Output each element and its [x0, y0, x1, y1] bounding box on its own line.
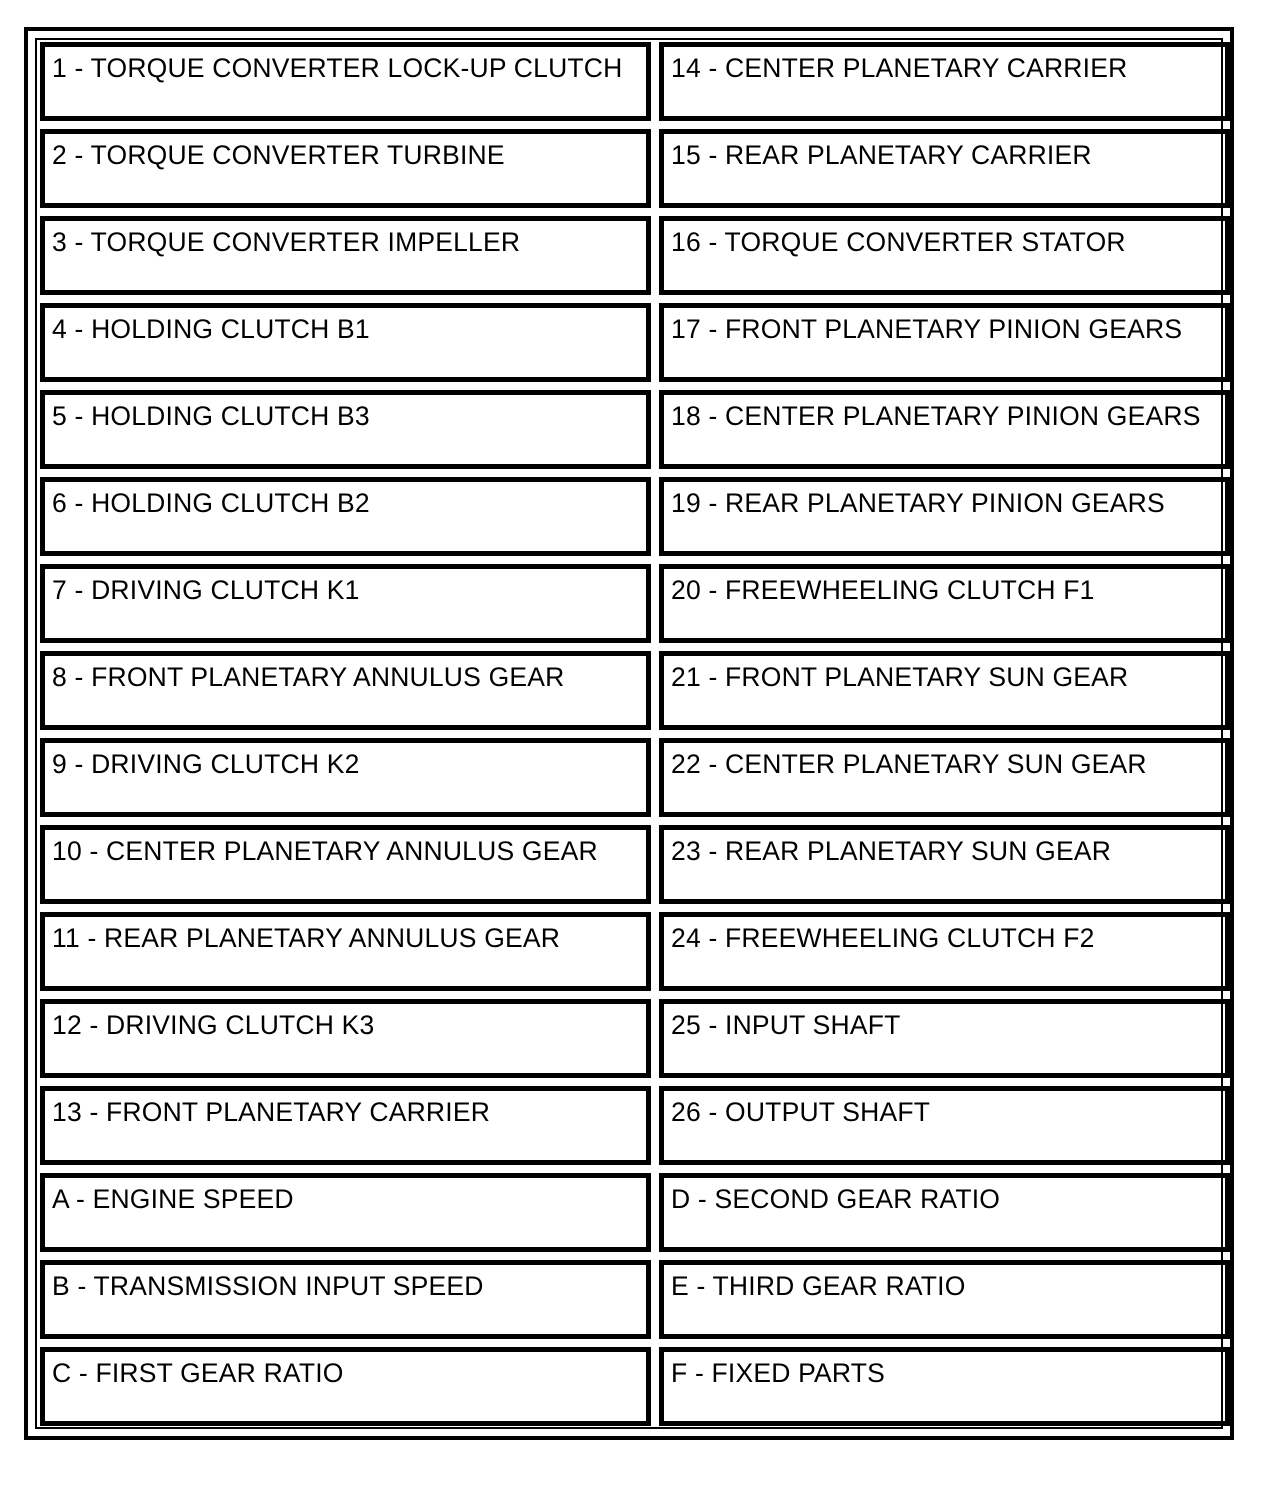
legend-entry-c: C - FIRST GEAR RATIO	[40, 1347, 651, 1426]
legend-entry-f: F - FIXED PARTS	[659, 1347, 1230, 1426]
legend-table	[24, 27, 1234, 1440]
legend-entry-3: 3 - TORQUE CONVERTER IMPELLER	[40, 216, 651, 295]
legend-entry-15: 15 - REAR PLANETARY CARRIER	[659, 129, 1230, 208]
legend-entry-5: 5 - HOLDING CLUTCH B3	[40, 390, 651, 469]
legend-entry-4: 4 - HOLDING CLUTCH B1	[40, 303, 651, 382]
legend-entry-7: 7 - DRIVING CLUTCH K1	[40, 564, 651, 643]
legend-entry-26: 26 - OUTPUT SHAFT	[659, 1086, 1230, 1165]
legend-entry-18: 18 - CENTER PLANETARY PINION GEARS	[659, 390, 1230, 469]
legend-entry-24: 24 - FREEWHEELING CLUTCH F2	[659, 912, 1230, 991]
legend-entry-23: 23 - REAR PLANETARY SUN GEAR	[659, 825, 1230, 904]
legend-entry-13: 13 - FRONT PLANETARY CARRIER	[40, 1086, 651, 1165]
legend-grid	[40, 42, 1230, 1426]
legend-entry-9: 9 - DRIVING CLUTCH K2	[40, 738, 651, 817]
legend-entry-1: 1 - TORQUE CONVERTER LOCK-UP CLUTCH	[40, 42, 651, 121]
legend-entry-14: 14 - CENTER PLANETARY CARRIER	[659, 42, 1230, 121]
legend-entry-e: E - THIRD GEAR RATIO	[659, 1260, 1230, 1339]
legend-entry-8: 8 - FRONT PLANETARY ANNULUS GEAR	[40, 651, 651, 730]
legend-entry-11: 11 - REAR PLANETARY ANNULUS GEAR	[40, 912, 651, 991]
legend-entry-19: 19 - REAR PLANETARY PINION GEARS	[659, 477, 1230, 556]
legend-entry-22: 22 - CENTER PLANETARY SUN GEAR	[659, 738, 1230, 817]
legend-entry-d: D - SECOND GEAR RATIO	[659, 1173, 1230, 1252]
legend-entry-16: 16 - TORQUE CONVERTER STATOR	[659, 216, 1230, 295]
legend-entry-20: 20 - FREEWHEELING CLUTCH F1	[659, 564, 1230, 643]
legend-entry-2: 2 - TORQUE CONVERTER TURBINE	[40, 129, 651, 208]
legend-entry-17: 17 - FRONT PLANETARY PINION GEARS	[659, 303, 1230, 382]
legend-entry-a: A - ENGINE SPEED	[40, 1173, 651, 1252]
legend-entry-10: 10 - CENTER PLANETARY ANNULUS GEAR	[40, 825, 651, 904]
legend-inner-border	[35, 38, 1223, 1429]
legend-entry-21: 21 - FRONT PLANETARY SUN GEAR	[659, 651, 1230, 730]
legend-entry-6: 6 - HOLDING CLUTCH B2	[40, 477, 651, 556]
legend-entry-b: B - TRANSMISSION INPUT SPEED	[40, 1260, 651, 1339]
legend-entry-25: 25 - INPUT SHAFT	[659, 999, 1230, 1078]
legend-entry-12: 12 - DRIVING CLUTCH K3	[40, 999, 651, 1078]
